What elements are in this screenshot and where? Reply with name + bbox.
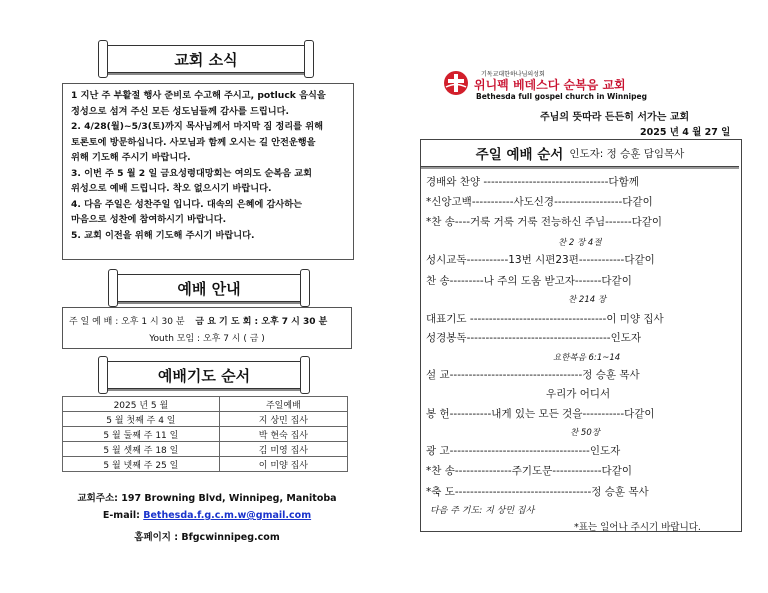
homepage: 홈페이지 : Bfgcwinnipeg.com [134, 532, 280, 543]
order-item-label: *찬 송---------------주기도문------------- [426, 465, 602, 477]
order-item-who: 다같이 [601, 465, 632, 477]
order-item [426, 311, 726, 326]
hymn-reference: 찬 214 장 [568, 295, 607, 305]
order-item [426, 367, 726, 382]
notice-line: 4. 다음 주일은 성찬주일 입니다. 대속의 은혜에 감사하는 [71, 198, 303, 210]
notice-box [62, 83, 354, 260]
news-title: 교회 소식 [174, 50, 238, 69]
order-item [426, 406, 726, 421]
table-cell: 5 월 둘째 주 11 일 [63, 427, 220, 442]
notice-line: 5. 교회 이전을 위해 기도해 주시기 바랍니다. [71, 229, 255, 241]
order-leader: 인도자: 정 승훈 담임목사 [569, 147, 685, 160]
notice-line: 1 지난 주 부활절 행사 준비로 수고해 주시고, potluck 음식을 [71, 90, 326, 101]
order-item-who: 다같이 [624, 254, 655, 266]
table-row [63, 412, 348, 427]
notice-line: 정성으로 섬겨 주신 모든 성도님들께 감사를 드립니다. [71, 105, 289, 117]
order-item [426, 214, 726, 229]
order-item [426, 443, 726, 458]
order-item-label: 성시교독-----------13번 시편23편------------ [426, 254, 625, 266]
worship-info-box [62, 307, 352, 349]
order-item [426, 463, 726, 478]
table-cell: 5 월 셋째 주 18 일 [63, 442, 220, 457]
order-item [426, 194, 726, 209]
prayer-banner [106, 361, 302, 389]
table-row [63, 442, 348, 457]
order-item-label: 경배와 찬양 --------------------------------- [426, 176, 609, 188]
order-item [426, 174, 726, 189]
table-cell: 지 상민 집사 [219, 412, 347, 427]
church-logo [443, 70, 469, 96]
next-week-prayer: 다음 주 기도: 지 상민 집사 [430, 506, 535, 516]
order-item [426, 273, 726, 288]
order-item-label: 찬 송---------나 주의 도움 받고자------- [426, 275, 602, 287]
order-item-who: 정 승훈 목사 [582, 369, 640, 381]
order-item [426, 330, 726, 345]
table-header-cell: 2025 년 5 월 [63, 397, 220, 412]
table-cell: 이 미양 집사 [219, 457, 347, 472]
order-item-label: *신앙고백-----------사도신경------------------ [426, 196, 623, 208]
table-cell: 김 미영 집사 [219, 442, 347, 457]
worship-banner [116, 274, 302, 302]
order-item-who: 이 미양 집사 [606, 313, 664, 325]
email-line [62, 510, 352, 521]
order-item-label: *찬 송----거룩 거룩 거룩 전능하신 주님------- [426, 216, 632, 228]
news-banner [106, 45, 306, 73]
order-item [426, 252, 726, 267]
order-item-label: 봉 헌-----------내게 있는 모든 것을----------- [426, 408, 625, 420]
order-title: 주일 예배 순서 [475, 147, 564, 163]
order-item-who: 다같이 [601, 275, 632, 287]
logo-small-text: 기독교대한하나님의성회 [481, 71, 545, 78]
notice-line: 토론토에 방문하십니다. 사모님과 함께 오시는 길 안전운행을 [71, 136, 316, 148]
order-item-label: 대표기도 ------------------------------------ [426, 313, 607, 325]
order-item-label: 광 고------------------------------------- [426, 445, 590, 457]
order-item-who: 다같이 [622, 196, 653, 208]
church-address: 교회주소: 197 Browning Blvd, Winnipeg, Manitoba [77, 493, 337, 504]
slogan: 주님의 뜻따라 든든히 서가는 교회 [540, 112, 690, 123]
standing-footnote: *표는 일어나 주시기 바랍니다. [574, 522, 701, 533]
scripture-reference: 요한복음 6:1~14 [553, 353, 621, 363]
email-link[interactable]: Bethesda.f.g.c.m.w@gmail.com [143, 510, 312, 521]
order-item-who: 인도자 [589, 445, 621, 457]
order-item-who: 다같이 [624, 408, 655, 420]
prayer-schedule-table [62, 396, 348, 472]
worship-title: 예배 안내 [177, 279, 241, 298]
order-header [421, 140, 739, 167]
bulletin-date: 2025 년 4 월 27 일 [640, 127, 731, 138]
table-row [63, 457, 348, 472]
table-row [63, 427, 348, 442]
hymn-reference: 찬 2 장 4절 [558, 238, 602, 248]
table-cell: 5 월 넷째 주 25 일 [63, 457, 220, 472]
worship-friday: 금 요 기 도 회 : 오후 7 시 30 분 [195, 317, 328, 327]
order-item-label: 설 교----------------------------------- [426, 369, 583, 381]
table-header-cell: 주일예배 [219, 397, 347, 412]
order-item-who: 인도자 [610, 332, 641, 344]
worship-sunday: 주 일 예 배 : 오후 1 시 30 분 [69, 317, 185, 327]
church-logo-icon [443, 70, 469, 96]
table-header-row [63, 397, 348, 412]
table-cell: 5 월 첫째 주 4 일 [63, 412, 220, 427]
order-item-who: 정 승훈 목사 [591, 486, 649, 498]
sermon-title: 우리가 어디서 [546, 388, 611, 400]
notice-line: 3. 이번 주 5 월 2 일 금요성령대망회는 여의도 순복음 교회 [71, 167, 313, 179]
notice-line: 2. 4/28(월)~5/3(토)까지 목사님께서 마지막 짐 정리를 위해 [71, 121, 323, 132]
notice-line: 위성으로 예배 드립니다. 착오 없으시기 바랍니다. [71, 183, 272, 194]
order-item-who: 다같이 [631, 216, 663, 228]
notice-line: 마음으로 성찬에 참여하시기 바랍니다. [71, 214, 227, 225]
prayer-title: 예배기도 순서 [157, 366, 251, 385]
hymn-reference: 찬 50장 [570, 428, 600, 438]
email-label: E-mail: [102, 510, 144, 521]
order-item-who: 다함께 [608, 176, 639, 188]
notice-line: 위해 기도해 주시기 바랍니다. [71, 152, 191, 163]
order-item [426, 484, 726, 499]
order-item-label: *축 도------------------------------------ [426, 486, 592, 498]
table-cell: 박 현숙 집사 [219, 427, 347, 442]
order-item-label: 성경봉독-------------------------------------- [426, 332, 611, 344]
logo-main-text: 위니펙 베데스다 순복음 교회 [474, 78, 626, 92]
logo-en-text: Bethesda full gospel church in Winnipeg [476, 92, 647, 101]
worship-youth: Youth 모임 : 오후 7 시 ( 금 ) [149, 334, 265, 344]
